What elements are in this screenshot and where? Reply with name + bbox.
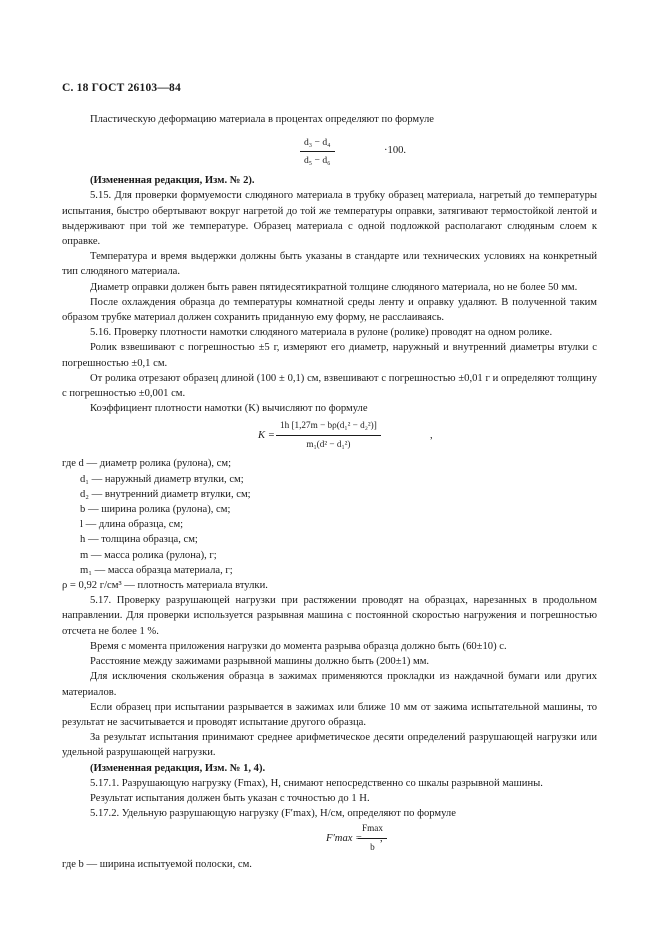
paragraph: Если образец при испытании разрывается в зажимах или ближе 10 мм от зажима испытательной машины, то результат не засчитывается и проводят испытание другого образца. bbox=[62, 701, 597, 728]
paragraph: Коэффициент плотности намотки (K) вычисляют по формуле bbox=[90, 403, 368, 415]
formula-comma: , bbox=[430, 430, 433, 442]
list-item: h — толщина образца, см; bbox=[80, 534, 198, 546]
list-item: d₁ — наружный диаметр втулки, см; bbox=[80, 473, 244, 485]
paragraph: Температура и время выдержки должны быть указаны в стандарте или технических условиях на конкретный тип слюдяного материала. bbox=[62, 251, 597, 278]
document-body bbox=[62, 112, 597, 873]
list-item: l — длина образца, см; bbox=[80, 519, 184, 531]
revision-note: (Измененная редакция, Изм. № 1, 4). bbox=[90, 762, 266, 774]
formula-lhs: K = bbox=[258, 430, 275, 442]
formula-lhs: F′max = bbox=[326, 833, 363, 845]
formula-comma: , bbox=[380, 833, 383, 845]
paragraph: За результат испытания принимают среднее арифметическое десяти определений разрушающей нагрузки или удельной разрушающей нагрузки. bbox=[62, 732, 597, 759]
paragraph: Ролик взвешивают с погрешностью ±5 г, измеряют его диаметр, наружный и внутренний диаметры втулки с погрешностью ±0,1 см. bbox=[62, 342, 597, 369]
formula-plastic-deformation bbox=[62, 127, 597, 173]
paragraph: Расстояние между зажимами разрывной машины должно быть (200±1) мм. bbox=[90, 656, 430, 668]
formula-fraction bbox=[276, 418, 381, 451]
formula-denominator: m₁(d² − d₁²) bbox=[306, 438, 351, 449]
formula-denominator: b bbox=[370, 841, 375, 852]
paragraph: 5.15. Для проверки формуемости слюдяного материала в трубку образец материала, нагретый до температуры испытания, быстро обертывают вокруг нагретой до той же температуры оправки, затягивают термостойкой лентой и выдерживают при той же температуре. Образец материала с одной подложкой располагают слюдяным слоем к оправке. bbox=[62, 190, 597, 248]
paragraph: Пластическую деформацию материала в процентах определяют по формуле bbox=[90, 114, 434, 125]
paragraph: 5.16. Проверку плотности намотки слюдяного материала в рулоне (ролике) проводят на одном ролике. bbox=[90, 327, 553, 339]
paragraph: 5.17.2. Удельную разрушающую нагрузку (F′max), Н/см, определяют по формуле bbox=[90, 808, 456, 820]
paragraph: 5.17. Проверку разрушающей нагрузки при растяжении проводят на образцах, нарезанных в продольном направлении. Для проверки используется разрывная машина с постоянной скоростью нагружения и погрешностью отсчета не более 1 %. bbox=[62, 595, 597, 637]
formula-numerator: Fmax bbox=[358, 821, 387, 838]
paragraph: Для исключения скольжения образца в зажимах применяются прокладки из наждачной бумаги или других материалов. bbox=[62, 671, 597, 698]
revision-note: (Измененная редакция, Изм. № 2). bbox=[90, 175, 255, 187]
variable-list bbox=[62, 472, 597, 578]
formula-denominator: d₅ − d₆ bbox=[304, 155, 331, 167]
paragraph: После охлаждения образца до температуры комнатной среды ленту и оправку удаляют. В полученной таким образом трубке материал должен сохранить приданную ему форму, не расслаиваясь. bbox=[62, 296, 597, 324]
formula-numerator: 1h [1,27m − bρ(d₁² − d₂²)] bbox=[276, 418, 381, 435]
formula-fraction bbox=[300, 135, 335, 168]
list-item: d₂ — внутренний диаметр втулки, см; bbox=[80, 488, 251, 500]
paragraph: Время с момента приложения нагрузки до момента разрыва образца должно быть (60±10) с. bbox=[90, 640, 507, 652]
formula-specific-load bbox=[62, 821, 597, 857]
where-clause: где d — диаметр ролика (рулона), см; bbox=[62, 458, 232, 470]
formula-numerator: d₃ − d₄ bbox=[300, 135, 335, 152]
list-item: m₁ — масса образца материала, г; bbox=[80, 564, 233, 576]
formula-density-coefficient bbox=[62, 416, 597, 456]
paragraph: 5.17.1. Разрушающую нагрузку (Fmax), Н, снимают непосредственно со шкалы разрывной машины. bbox=[90, 777, 543, 789]
density-note: ρ = 0,92 г/см³ — плотность материала втулки. bbox=[62, 580, 268, 592]
paragraph: От ролика отрезают образец длиной (100 ± 0,1) см, взвешивают с погрешностью ±0,01 г и определяют толщину с погрешностью ±0,001 см. bbox=[62, 372, 597, 400]
where-clause: где b — ширина испытуемой полоски, см. bbox=[62, 859, 252, 871]
formula-multiplier: ·100. bbox=[384, 145, 407, 157]
page-header: С. 18 ГОСТ 26103—84 bbox=[62, 82, 181, 94]
list-item: m — масса ролика (рулона), г; bbox=[80, 549, 217, 561]
list-item: b — ширина ролика (рулона), см; bbox=[80, 504, 231, 516]
paragraph: Результат испытания должен быть указан с точностью до 1 Н. bbox=[90, 792, 370, 804]
paragraph: Диаметр оправки должен быть равен пятидесятикратной толщине слюдяного материала, но не более 50 мм. bbox=[90, 281, 578, 293]
